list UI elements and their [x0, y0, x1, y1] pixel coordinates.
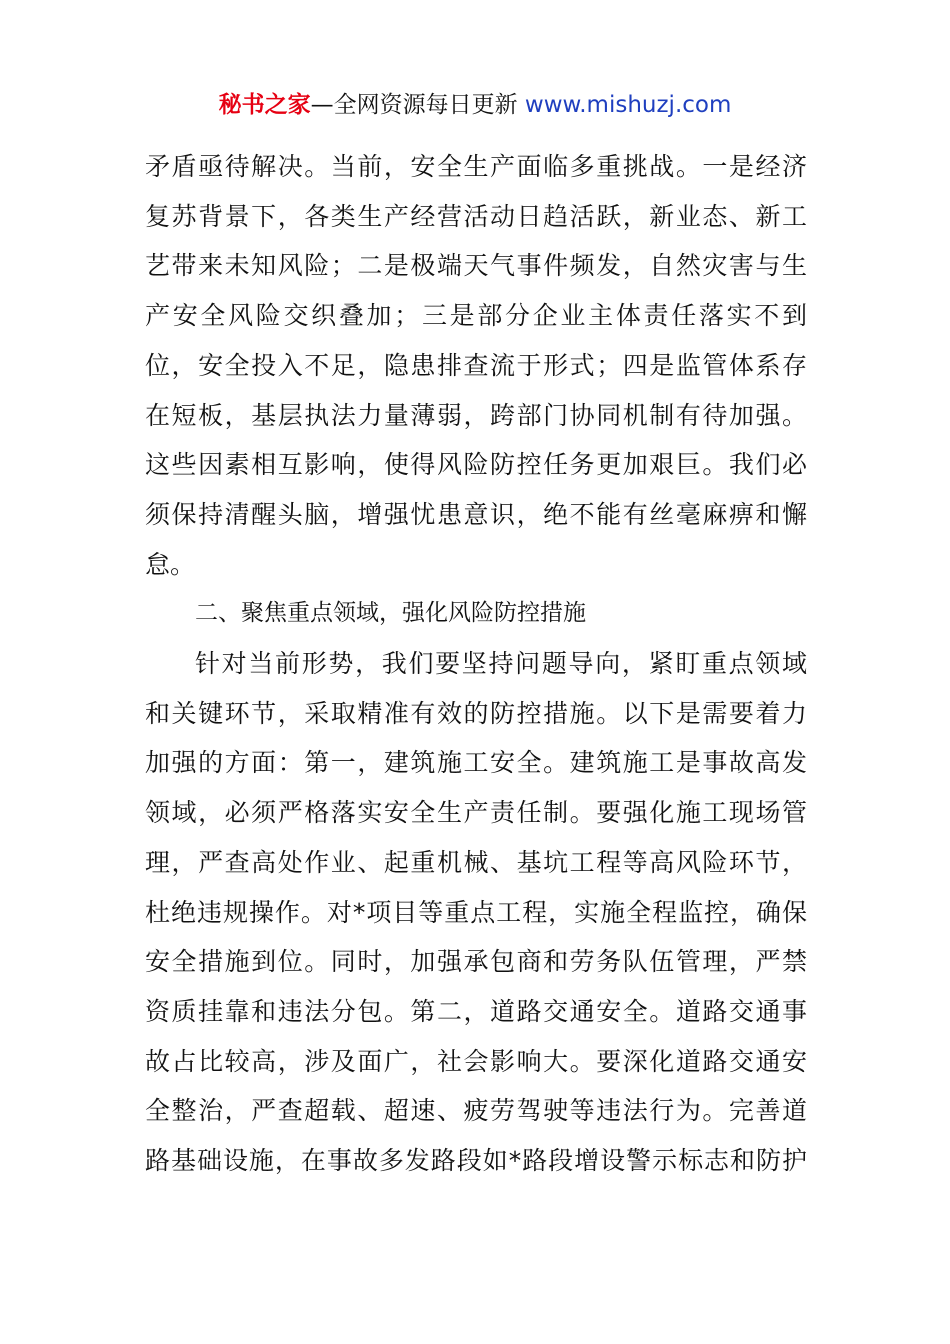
header-url[interactable]: www.mishuzj.com	[524, 92, 732, 118]
text-line: 产安全风险交织叠加；三是部分企业主体责任落实不到	[145, 301, 807, 331]
paragraph-section2	[145, 639, 807, 1186]
text-line: 须保持清醒头脑，增强忧患意识，绝不能有丝毫麻痹和懈	[145, 499, 807, 529]
text-line: 资质挂靠和违法分包。第二，道路交通安全。道路交通事	[145, 996, 807, 1026]
text-line: 这些因素相互影响，使得风险防控任务更加艰巨。我们必	[145, 450, 807, 480]
text-line: 复苏背景下，各类生产经营活动日趋活跃，新业态、新工	[145, 201, 807, 231]
text-line: 针对当前形势，我们要坚持问题导向，紧盯重点领域	[195, 649, 807, 679]
paragraph-continued	[145, 142, 807, 589]
section-heading-text: 二、聚焦重点领域，强化风险防控措施	[195, 600, 586, 627]
text-line: 领域，必须严格落实安全生产责任制。要强化施工现场管	[145, 798, 807, 828]
text-line: 位，安全投入不足，隐患排查流于形式；四是监管体系存	[145, 350, 807, 380]
page-header	[0, 88, 950, 122]
text-line: 故占比较高，涉及面广，社会影响大。要深化道路交通安	[145, 1046, 807, 1076]
text-line: 怠。	[145, 549, 196, 579]
document-body	[145, 142, 807, 1186]
text-line: 杜绝违规操作。对*项目等重点工程，实施全程监控，确保	[145, 897, 807, 927]
text-line: 在短板，基层执法力量薄弱，跨部门协同机制有待加强。	[145, 400, 807, 430]
text-line: 和关键环节，采取精准有效的防控措施。以下是需要着力	[145, 698, 807, 728]
text-line: 全整治，严查超载、超速、疲劳驾驶等违法行为。完善道	[145, 1096, 807, 1126]
text-line: 艺带来未知风险；二是极端天气事件频发，自然灾害与生	[145, 251, 807, 281]
text-line: 安全措施到位。同时，加强承包商和劳务队伍管理，严禁	[145, 947, 807, 977]
text-line: 理，严查高处作业、起重机械、基坑工程等高风险环节，	[145, 847, 807, 877]
brand-name: 秘书之家	[218, 92, 311, 118]
text-line: 路基础设施，在事故多发路段如*路段增设警示标志和防护	[145, 1146, 807, 1176]
header-tagline: —全网资源每日更新	[310, 92, 518, 118]
section-heading	[145, 589, 807, 639]
text-line: 加强的方面：第一，建筑施工安全。建筑施工是事故高发	[145, 748, 807, 778]
text-line: 矛盾亟待解决。当前，安全生产面临多重挑战。一是经济	[145, 152, 807, 181]
